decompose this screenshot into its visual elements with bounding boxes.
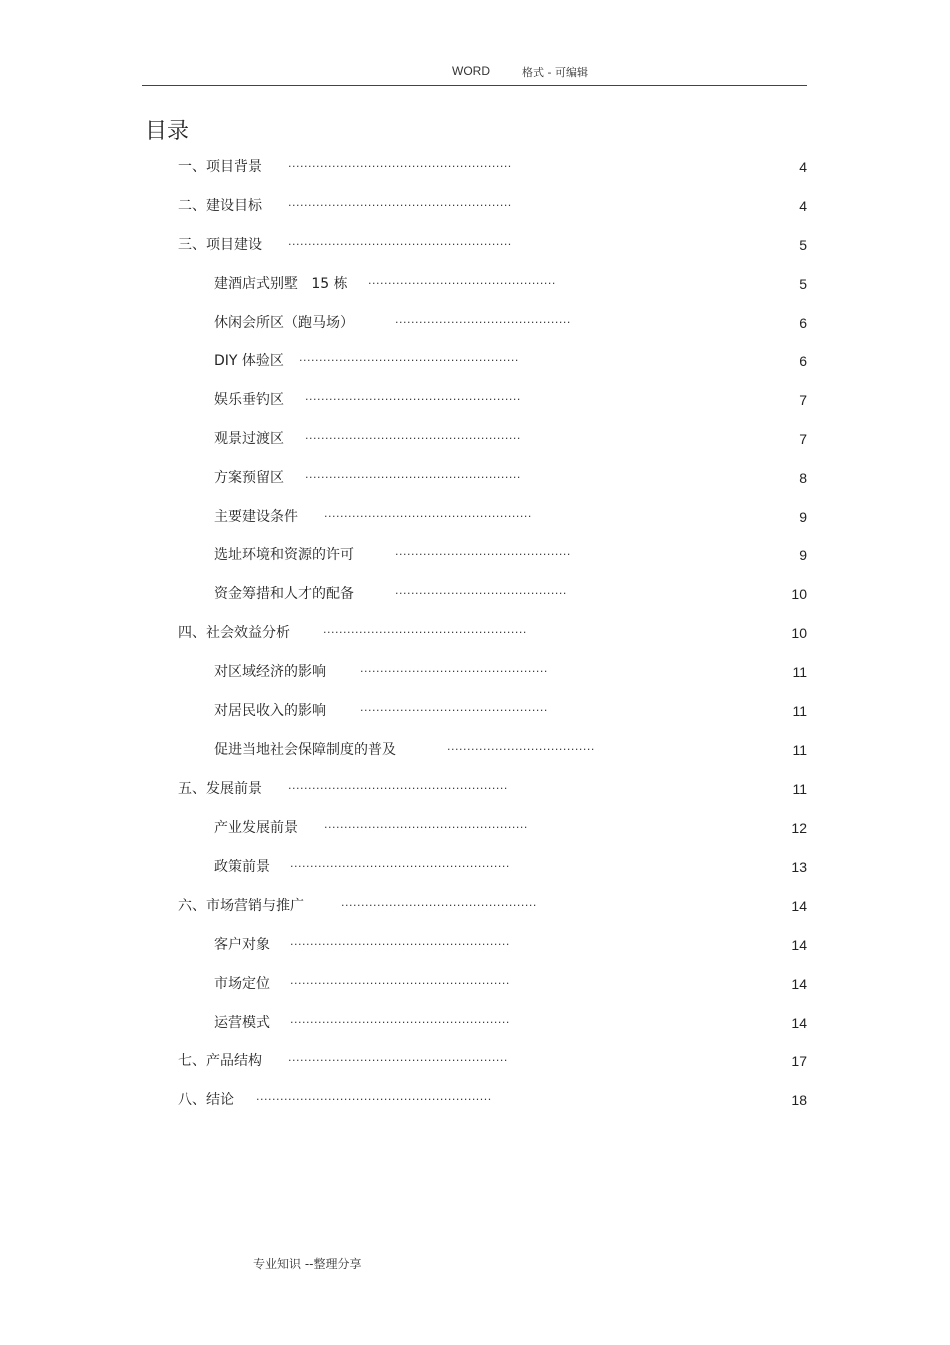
toc-entry[interactable] [0,467,950,489]
toc-entry-leader: ...................................................... [305,429,521,442]
toc-entry[interactable] [0,428,950,450]
toc-entry-leader: ............................................... [368,274,556,287]
toc-entry-label: 二、建设目标 [178,198,262,214]
toc-entry-label: 七、产品结构 [178,1053,262,1069]
toc-entry[interactable] [0,778,950,800]
toc-entry-leader: ....................................................... [290,1013,510,1026]
toc-entry-leader: ............................................... [360,701,548,714]
toc-entry-page: 4 [799,159,807,175]
toc-entry[interactable] [0,195,950,217]
toc-entry[interactable] [0,389,950,411]
toc-entry[interactable] [0,273,950,295]
toc-entry-leader: ................................................. [341,896,537,909]
toc-entry-label: 六、市场营销与推广 [178,898,304,914]
toc-entry-page: 9 [799,509,807,525]
toc-entry-page: 6 [799,315,807,331]
toc-entry-label: 建酒店式别墅 15 栋 [214,276,348,292]
toc-entry[interactable] [0,1012,950,1034]
toc-entry-page: 11 [792,742,807,758]
toc-entry[interactable] [0,700,950,722]
toc-entry-leader: ................................................... [323,623,527,636]
toc-entry-label: 休闲会所区（跑马场） [214,315,354,331]
toc-entry-page: 14 [791,898,807,914]
toc-entry-leader: ....................................................... [288,779,508,792]
toc-entry-page: 10 [791,586,807,602]
toc-entry-leader: ........................................................ [288,235,512,248]
toc-entry-page: 8 [799,470,807,486]
toc-entry-page: 7 [799,431,807,447]
toc-entry-label: 一、项目背景 [178,159,262,175]
toc-entry[interactable] [0,350,950,372]
page-header [0,62,950,82]
toc-entry-leader: ....................................................... [290,974,510,987]
toc-entry-label: DIY 体验区 [214,353,284,369]
toc-entry[interactable] [0,234,950,256]
toc-entry[interactable] [0,312,950,334]
toc-entry-label: 观景过渡区 [214,431,284,447]
toc-entry-label: 产业发展前景 [214,820,298,836]
toc-entry[interactable] [0,622,950,644]
toc-entry[interactable] [0,934,950,956]
toc-entry[interactable] [0,544,950,566]
toc-entry-label: 八、结论 [178,1092,234,1108]
toc-entry-leader: ............................................... [360,662,548,675]
toc-entry-page: 5 [799,237,807,253]
toc-entry-leader: ..................................... [447,740,595,753]
toc-entry-leader: ............................................ [395,545,571,558]
toc-entry-label: 五、发展前景 [178,781,262,797]
toc-entry-leader: ...................................................... [305,390,521,403]
toc-entry-leader: ...................................................... [305,468,521,481]
toc-entry-leader: ........................................................ [288,157,512,170]
toc-entry-page: 7 [799,392,807,408]
toc-entry[interactable] [0,506,950,528]
toc-entry-label: 对居民收入的影响 [214,703,326,719]
toc-entry-leader: ........................................................ [288,196,512,209]
toc-entry-page: 11 [792,703,807,719]
toc-entry-page: 14 [791,1015,807,1031]
toc-entry-leader: ....................................................... [288,1051,508,1064]
toc-entry-label: 方案预留区 [214,470,284,486]
toc-entry-label: 对区域经济的影响 [214,664,326,680]
toc-entry-page: 11 [792,781,807,797]
toc-entry[interactable] [0,583,950,605]
toc-entry-label: 三、项目建设 [178,237,262,253]
toc-entry-leader: ............................................ [395,313,571,326]
toc-entry-leader: ........................................... [395,584,567,597]
header-word-label: WORD [452,64,490,78]
toc-entry-label: 客户对象 [214,937,270,953]
toc-entry-label: 促进当地社会保障制度的普及 [214,742,396,758]
toc-entry-page: 11 [792,664,807,680]
toc-entry-page: 17 [791,1053,807,1069]
toc-entry-label: 市场定位 [214,976,270,992]
toc-entry-leader: .................................................... [324,507,532,520]
toc-entry-label: 娱乐垂钓区 [214,392,284,408]
toc-entry-label: 资金筹措和人才的配备 [214,586,354,602]
toc-entry-page: 14 [791,937,807,953]
toc-entry[interactable] [0,817,950,839]
toc-entry-page: 18 [791,1092,807,1108]
toc-entry[interactable] [0,156,950,178]
toc-entry-page: 4 [799,198,807,214]
toc-entry-label: 政策前景 [214,859,270,875]
toc-entry-page: 14 [791,976,807,992]
toc-entry-page: 6 [799,353,807,369]
toc-entry-page: 9 [799,547,807,563]
toc-entry[interactable] [0,1089,950,1111]
toc-entry[interactable] [0,1050,950,1072]
toc-entry-page: 5 [799,276,807,292]
toc-entry-leader: ....................................................... [299,351,519,364]
toc-entry-label: 主要建设条件 [214,509,298,525]
header-format-label: 格式 - 可编辑 [522,66,588,79]
toc-entry-leader: ................................................... [324,818,528,831]
toc-entry[interactable] [0,973,950,995]
toc-entry-leader: ....................................................... [290,857,510,870]
toc-entry[interactable] [0,661,950,683]
toc-entry-page: 12 [791,820,807,836]
toc-entry-page: 13 [791,859,807,875]
toc-entry[interactable] [0,895,950,917]
toc-title: 目录 [145,119,190,144]
toc-entry-label: 运营模式 [214,1015,270,1031]
toc-entry-page: 10 [791,625,807,641]
toc-entry[interactable] [0,856,950,878]
toc-entry-leader: ........................................................... [256,1090,492,1103]
toc-entry-label: 四、社会效益分析 [178,625,290,641]
page-footer: 专业知识 --整理分享 [253,1257,362,1271]
toc-entry-leader: ....................................................... [290,935,510,948]
toc-entry-label: 选址环境和资源的许可 [214,547,354,563]
toc-entry[interactable] [0,739,950,761]
header-divider [142,85,807,86]
